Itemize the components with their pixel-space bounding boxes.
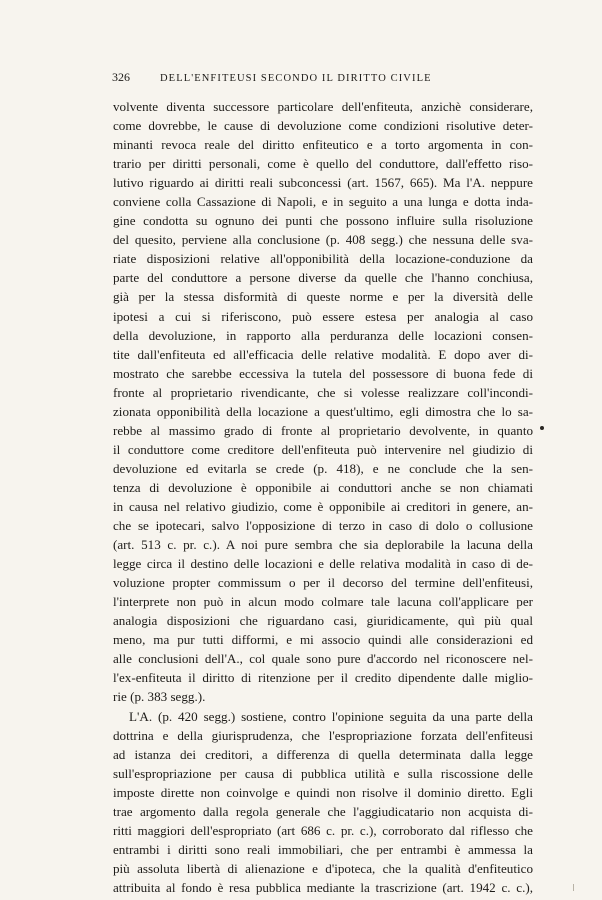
text-line: più assoluta libertà di alienazione e d'ipoteca, che la qualità d'enfiteutico (113, 860, 533, 876)
text-line: trario per diritti personali, come è quello del conduttore, dall'effetto riso- (113, 156, 533, 172)
text-line: come dovrebbe, le cause di devoluzione come condizioni risolutive deter- (113, 118, 533, 134)
paragraph-1 (113, 97, 533, 707)
text-line: trae argomento dalla regola generale che l'aggiudicatario non acquista di- (113, 803, 533, 819)
text-line: conviene colla Cassazione di Napoli, e in seguito a una lunga e dotta inda- (113, 194, 533, 210)
text-line: legge circa il destino delle locazioni e delle relativa modalità in caso di de- (113, 556, 533, 572)
text-line: sull'espropriazione per causa di pubblica utilità e sulla riscossione delle (113, 765, 533, 781)
text-line: lutivo riguardo ai diritti reali subconcessi (art. 1567, 665). Ma l'A. neppure (113, 175, 533, 191)
text-line: analogia disposizioni che riguardano casi, giuridicamente, quì più qual (113, 613, 533, 629)
text-line: meno, ma pur tutti difformi, e mi associo quindi alle considerazioni ed (113, 632, 533, 648)
page-header (112, 70, 532, 88)
text-line: ipotesi a cui si riferiscono, può essere estesa per analogia al caso (113, 308, 533, 324)
text-line: fronte al proprietario rivendicante, che si volesse realizzare coll'incondi- (113, 384, 533, 400)
text-line: del quesito, perviene alla conclusione (p. 408 segg.) che nessuna delle sva- (113, 232, 533, 248)
text-line: voluzione propter commissum o per il decorso del termine dell'enfiteusi, (113, 575, 533, 591)
page-number: 326 (112, 70, 130, 84)
text-line: entrambi i diritti sono reali immobiliari, che per entrambi è ammessa la (113, 841, 533, 857)
margin-mark (540, 426, 544, 430)
text-line: parte del conduttore a persone diverse da quelle che l'hanno conchiusa, (113, 270, 533, 286)
paragraph-2 (113, 707, 533, 897)
text-line: ritti maggiori dell'espropriato (art 686 c. pr. c.), corroborato dal riflesso che (113, 822, 533, 838)
text-line: che se ipotecari, salvo l'opposizione di terzo in caso di dolo o collusione (113, 518, 533, 534)
text-line: ad istanza dei creditori, a differenza di quella determinata dalla legge (113, 746, 533, 762)
text-line: (art. 513 c. pr. c.). A noi pure sembra che sia deplorabile la lacuna della (113, 537, 533, 553)
body-text (113, 97, 533, 897)
text-line: l'interprete non può in alcun modo colmare tale lacuna coll'applicare per (113, 594, 533, 610)
text-line: minanti revoca reale del diritto enfiteutico e a torto argomenta in con- (113, 137, 533, 153)
text-line: tite dall'enfiteuta ed all'efficacia delle relative modalità. E dopo aver di- (113, 346, 533, 362)
text-line: in causa nel relativo giudizio, come è opponibile ai creditori in genere, an- (113, 498, 533, 514)
text-line: l'ex-enfiteuta il diritto di ritenzione per il credito dipendente dalle miglio- (113, 670, 533, 686)
text-line: rebbe al massimo grado di fronte al proprietario devolvente, in quanto (113, 422, 533, 438)
text-line: tenza di devoluzione è opponibile ai conduttori anche se non chiamati (113, 479, 533, 495)
text-line: attribuita al fondo è resa pubblica mediante la trascrizione (art. 1942 c. c.), (113, 879, 533, 895)
text-line: L'A. (p. 420 segg.) sostiene, contro l'opinione seguita da una parte della (129, 708, 533, 724)
text-line: mostrato che sarebbe eccessiva la tutela del possessore di buona fede di (113, 365, 533, 381)
text-line: il conduttore come creditore dell'enfiteuta può intervenire nel giudizio di (113, 441, 533, 457)
text-line: gine condotta su ognuno dei punti che possono influire sulla risoluzione (113, 213, 533, 229)
running-title: DELL'ENFITEUSI SECONDO IL DIRITTO CIVILE (160, 73, 432, 84)
text-line: imposte dirette non coinvolge e quindi non risolve il dominio diretto. Egli (113, 784, 533, 800)
text-line: volvente diventa successore particolare dell'enfiteuta, anzichè considerare, (113, 99, 533, 114)
text-line: dottrina e della giurisprudenza, che l'espropriazione forzata dell'enfiteusi (113, 727, 533, 743)
scan-artifact (573, 884, 574, 891)
text-line: rie (p. 383 segg.). (113, 689, 206, 705)
text-line: alle conclusioni dell'A., col quale sono pure d'accordo nel riconoscere nel- (113, 651, 533, 667)
text-line: zionata opponibilità della locazione a quest'ultimo, egli dimostra che lo sa- (113, 403, 533, 419)
text-line: della devoluzione, in rapporto alla perduranza delle locazioni consen- (113, 327, 533, 343)
text-line: devoluzione ed evitarla se crede (p. 418), e ne conclude che la sen- (113, 460, 533, 476)
text-line: riate disposizioni relative all'opponibilità della locazione-conduzione da (113, 251, 533, 267)
text-line: già per la stessa disformità di queste norme e per la diversità delle (113, 289, 533, 305)
